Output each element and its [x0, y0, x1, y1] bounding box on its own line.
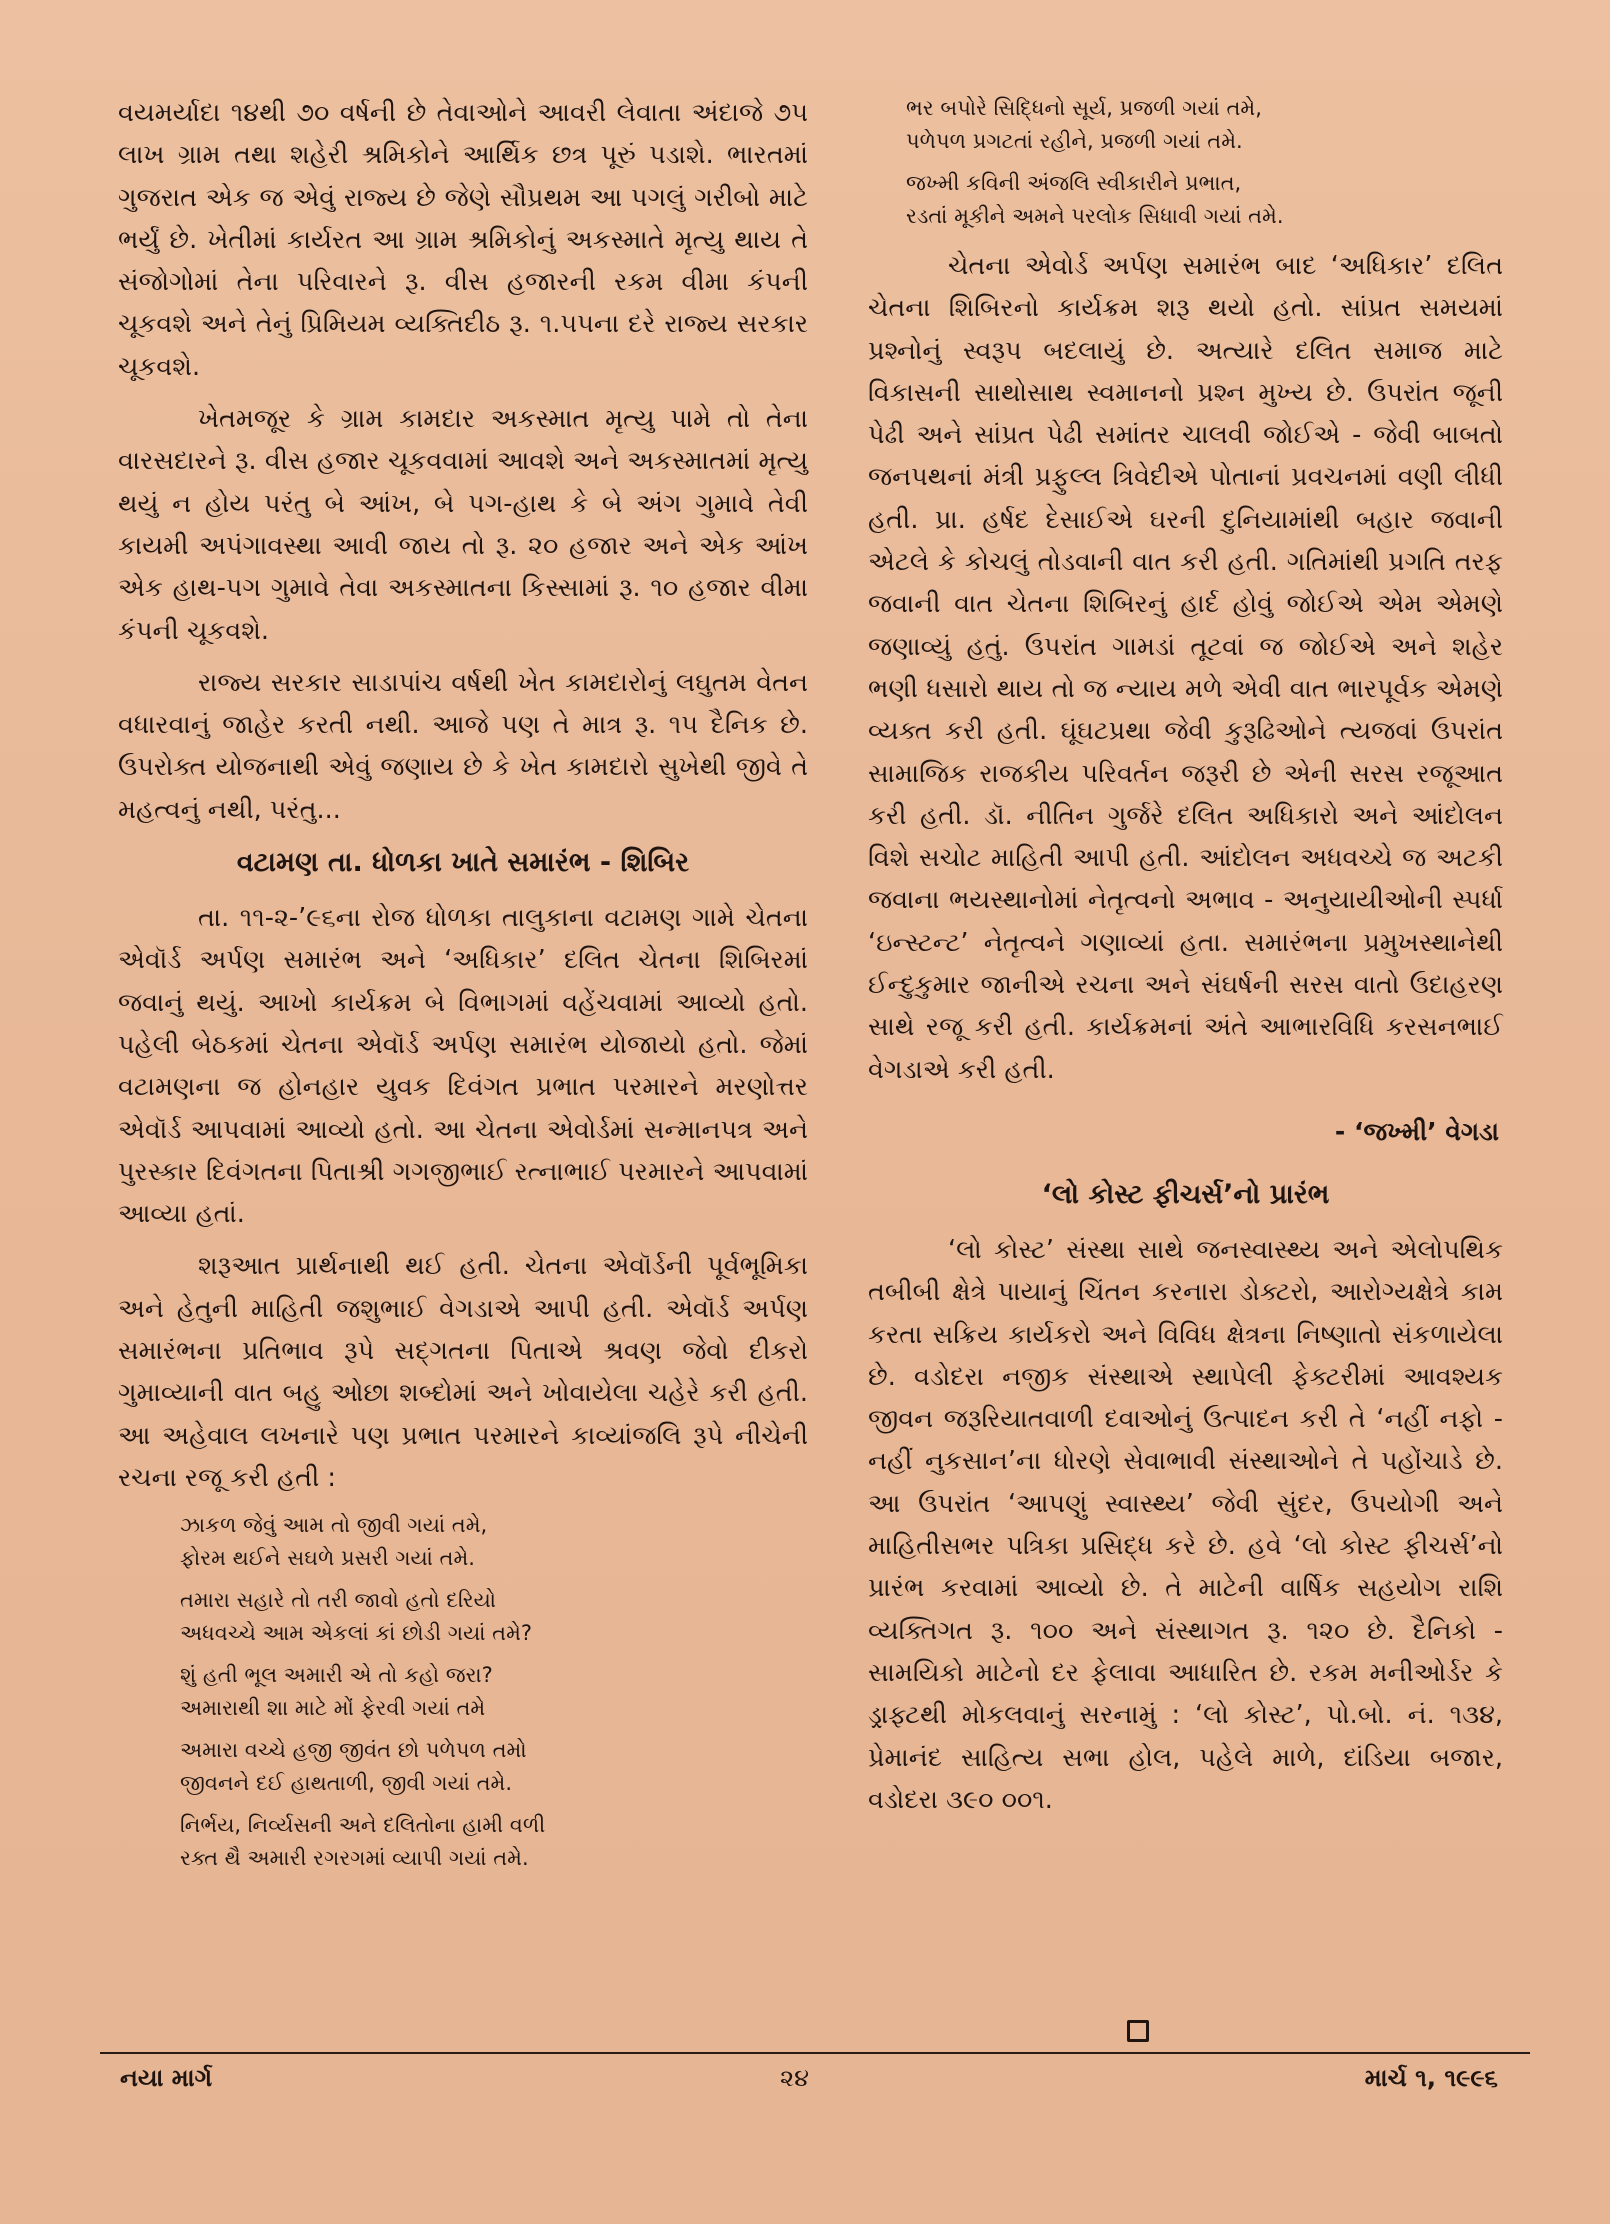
- section-heading: ‘લો કોસ્ટ ફીચર્સ’નો પ્રારંભ: [1041, 1178, 1330, 1210]
- poem-stanza: [180, 1734, 808, 1800]
- poem-stanza: [180, 1584, 808, 1650]
- poem-continued: [868, 92, 1503, 233]
- poem-line: ફોરમ થઈને સઘળે પ્રસરી ગયાં તમે.: [180, 1546, 475, 1571]
- poem-line: અમારા વચ્ચે હજી જીવંત છો પળેપળ તમો: [180, 1738, 527, 1763]
- poem-stanza: [906, 167, 1503, 233]
- poem-stanza: [180, 1509, 808, 1575]
- poem-line: શું હતી ભૂલ અમારી એ તો કહો જરા?: [180, 1663, 493, 1688]
- poem-line: જીવનને દઈ હાથતાળી, જીવી ગયાં તમે.: [180, 1771, 513, 1796]
- paragraph: શરૂઆત પ્રાર્થનાથી થઈ હતી. ચેતના એવૉર્ડની પૂર્વભૂમિકા અને હેતુની માહિતી જશુભાઈ વેગડાએ આપી હતી. એવૉર્ડ અર્પણ સમારંભના પ્રતિભાવ રૂપે સદ્ગતના પિતાએ શ્રવણ જેવો દીકરો ગુમાવ્યાની વાત બહુ ઓછા શબ્દોમાં અને ખોવાયેલા ચહેરે કરી હતી. આ અહેવાલ લખનારે પણ પ્રભાત પરમારને કાવ્યાંજલિ રૂપે નીચેની રચના રજૂ કરી હતી :: [118, 1251, 808, 1493]
- end-of-article-mark: [1127, 2020, 1149, 2042]
- paragraph: ચેતના એવોર્ડ અર્પણ સમારંભ બાદ ‘અધિકાર’ દલિત ચેતના શિબિરનો કાર્યક્રમ શરૂ થયો હતો. સાંપ્રત સમયમાં પ્રશ્નોનું સ્વરૂપ બદલાયું છે. અત્યારે દલિત સમાજ માટે વિકાસની સાથોસાથ સ્વમાનનો પ્રશ્ન મુખ્ય છે. ઉપરાંત જૂની પેઢી અને સાંપ્રત પેઢી સમાંતર ચાલવી જોઈએ - જેવી બાબતો જનપથનાં મંત્રી પ્રફુલ્લ ત્રિવેદીએ પોતાનાં પ્રવચનમાં વણી લીધી હતી. પ્રા. હર્ષદ દેસાઈએ ઘરની દુનિયામાંથી બહાર જવાની એટલે કે કોચલું તોડવાની વાત કરી હતી. ગતિમાંથી પ્રગતિ તરફ જવાની વાત ચેતના શિબિરનું હાર્દ હોવું જોઈએ એમ એમણે જણાવ્યું હતું. ઉપરાંત ગામડાં તૂટવાં જ જોઈએ અને શહેર ભણી ધસારો થાય તો જ ન્યાય મળે એવી વાત ભારપૂર્વક એમણે વ્યક્ત કરી હતી. ઘૂંઘટપ્રથા જેવી કુરૂઢિઓને ત્યજવાં ઉપરાંત સામાજિક રાજકીય પરિવર્તન જરૂરી છે એની સરસ રજૂઆત કરી હતી. ડૉ. નીતિન ગુર્જરે દલિત અધિકારો અને આંદોલન વિશે સચોટ માહિતી આપી હતી. આંદોલન અધવચ્ચે જ અટકી જવાના ભયસ્થાનોમાં નેતૃત્વનો અભાવ - અનુયાયીઓની સ્પર્ધા ‘ઇન્સ્ટન્ટ’ નેતૃત્વને ગણાવ્યાં હતા. સમારંભના પ્રમુખસ્થાનેથી ઈન્દુકુમાર જાનીએ રચના અને સંઘર્ષની સરસ વાતો ઉદાહરણ સાથે રજૂ કરી હતી. કાર્યક્રમનાં અંતે આભારવિધિ કરસનભાઈ વેગડાએ કરી હતી.: [868, 251, 1503, 1085]
- poem-stanza: [180, 1809, 808, 1875]
- poem-line: તમારા સહારે તો તરી જાવો હતો દરિયો: [180, 1588, 497, 1613]
- poem-line: અમારાથી શા માટે મોં ફેરવી ગયાં તમે: [180, 1696, 486, 1721]
- section-heading: વટામણ તા. ધોળકા ખાતે સમારંભ - શિબિર: [236, 847, 690, 879]
- poem-line: પળેપળ પ્રગટતાં રહીને, પ્રજળી ગયાં તમે.: [906, 129, 1243, 153]
- poem-line: રક્ત થૈ અમારી રગરગમાં વ્યાપી ગયાં તમે.: [180, 1846, 529, 1871]
- poem-stanza: [180, 1659, 808, 1725]
- paragraph: તા. ૧૧-૨-’૯૬ના રોજ ધોળકા તાલુકાના વટામણ ગામે ચેતના એવૉર્ડ અર્પણ સમારંભ અને ‘અધિકાર’ દલિત ચેતના શિબિરમાં જવાનું થયું. આખો કાર્યક્રમ બે વિભાગમાં વહેંચવામાં આવ્યો હતો. પહેલી બેઠકમાં ચેતના એવૉર્ડ અર્પણ સમારંભ યોજાયો હતો. જેમાં વટામણના જ હોનહાર યુવક દિવંગત પ્રભાત પરમારને મરણોત્તર એવૉર્ડ આપવામાં આવ્યો હતો. આ ચેતના એવોર્ડમાં સન્માનપત્ર અને પુરસ્કાર દિવંગતના પિતાશ્રી ગગજીભાઈ રત્નાભાઈ પરમારને આપવામાં આવ્યા હતાં.: [118, 903, 808, 1230]
- poem-line: ભર બપોરે સિદ્ધિનો સૂર્ય, પ્રજળી ગયાં તમે,: [906, 96, 1262, 120]
- footer-date: માર્ચ ૧, ૧૯૯૬: [1364, 2064, 1498, 2092]
- paragraph: વયમર્યાદા ૧૪થી ૭૦ વર્ષની છે તેવાઓને આવરી લેવાતા અંદાજે ૭૫ લાખ ગ્રામ તથા શહેરી શ્રમિકોને આર્થિક છત્ર પૂરું પડાશે. ભારતમાં ગુજરાત એક જ એવું રાજ્ય છે જેણે સૌપ્રથમ આ પગલું ગરીબો માટે ભર્યું છે. ખેતીમાં કાર્યરત આ ગ્રામ શ્રમિકોનું અકસ્માતે મૃત્યુ થાય તે સંજોગોમાં તેના પરિવારને રૂ. વીસ હજારની રકમ વીમા કંપની ચૂકવશે અને તેનું પ્રિમિયમ વ્યક્તિદીઠ રૂ. ૧.૫૫ના દરે રાજ્ય સરકાર ચૂકવશે.: [118, 98, 808, 382]
- poem-line: નિર્ભય, નિર્વ્યસની અને દલિતોના હામી વળી: [180, 1813, 546, 1838]
- poem: [118, 1509, 808, 1875]
- footer-magazine-name: નયા માર્ગ: [120, 2064, 213, 2092]
- right-column: [868, 92, 1503, 1831]
- poem-stanza: [906, 92, 1503, 158]
- paragraph: રાજ્ય સરકાર સાડાપાંચ વર્ષથી ખેત કામદારોનું લઘુતમ વેતન વધારવાનું જાહેર કરતી નથી. આજે પણ તે માત્ર રૂ. ૧૫ દૈનિક છે. ઉપરોક્ત યોજનાથી એવું જણાય છે કે ખેત કામદારો સુખેથી જીવે તે મહત્વનું નથી, પરંતુ...: [118, 667, 808, 825]
- poem-line: અધવચ્ચે આમ એકલાં કાં છોડી ગયાં તમે?: [180, 1621, 533, 1646]
- author-signature: - ‘જખ્મી’ વેગડા: [1334, 1116, 1499, 1146]
- paragraph: ખેતમજૂર કે ગ્રામ કામદાર અકસ્માત મૃત્યુ પામે તો તેના વારસદારને રૂ. વીસ હજાર ચૂકવવામાં આવશે અને અકસ્માતમાં મૃત્યુ થયું ન હોય પરંતુ બે આંખ, બે પગ-હાથ કે બે અંગ ગુમાવે તેવી કાયમી અપંગાવસ્થા આવી જાય તો રૂ. ૨૦ હજાર અને એક આંખ એક હાથ-પગ ગુમાવે તેવા અકસ્માતના કિસ્સામાં રૂ. ૧૦ હજાર વીમા કંપની ચૂકવશે.: [118, 404, 808, 646]
- poem-line: રડતાં મૂકીને અમને પરલોક સિધાવી ગયાં તમે.: [906, 204, 1284, 228]
- poem-line: ઝાકળ જેવું આમ તો જીવી ગયાં તમે,: [180, 1513, 488, 1538]
- left-column: [118, 92, 808, 1887]
- paragraph: ‘લો કોસ્ટ’ સંસ્થા સાથે જનસ્વાસ્થ્ય અને એલોપથિક તબીબી ક્ષેત્રે પાયાનું ચિંતન કરનારા ડોક્ટરો, આરોગ્યક્ષેત્રે કામ કરતા સક્રિય કાર્યકરો અને વિવિધ ક્ષેત્રના નિષ્ણાતો સંકળાયેલા છે. વડોદરા નજીક સંસ્થાએ સ્થાપેલી ફેક્ટરીમાં આવશ્યક જીવન જરૂરિયાતવાળી દવાઓનું ઉત્પાદન કરી તે ‘નહીં નફો - નહીં નુકસાન’ના ધોરણે સેવાભાવી સંસ્થાઓને તે પહોંચાડે છે. આ ઉપરાંત ‘આપણું સ્વાસ્થ્ય’ જેવી સુંદર, ઉપયોગી અને માહિતીસભર પત્રિકા પ્રસિદ્ધ કરે છે. હવે ‘લો કોસ્ટ ફીચર્સ’નો પ્રારંભ કરવામાં આવ્યો છે. તે માટેની વાર્ષિક સહયોગ રાશિ વ્યક્તિગત રૂ. ૧૦૦ અને સંસ્થાગત રૂ. ૧૨૦ છે. દૈનિકો - સામયિકો માટેનો દર ફેલાવા આધારિત છે. રકમ મનીઓર્ડર કે ડ્રાફ્ટથી મોકલવાનું સરનામું : ‘લો કોસ્ટ’, પો.બો. નં. ૧૩૪, પ્રેમાનંદ સાહિત્ય સભા હોલ, પહેલે માળે, દાંડિયા બજાર, વડોદરા ૩૯૦ ૦૦૧.: [868, 1234, 1503, 1815]
- poem-line: જખ્મી કવિની અંજલિ સ્વીકારીને પ્રભાત,: [906, 171, 1242, 195]
- footer-divider: [100, 2052, 1530, 2054]
- page-number: ૨૪: [780, 2064, 809, 2092]
